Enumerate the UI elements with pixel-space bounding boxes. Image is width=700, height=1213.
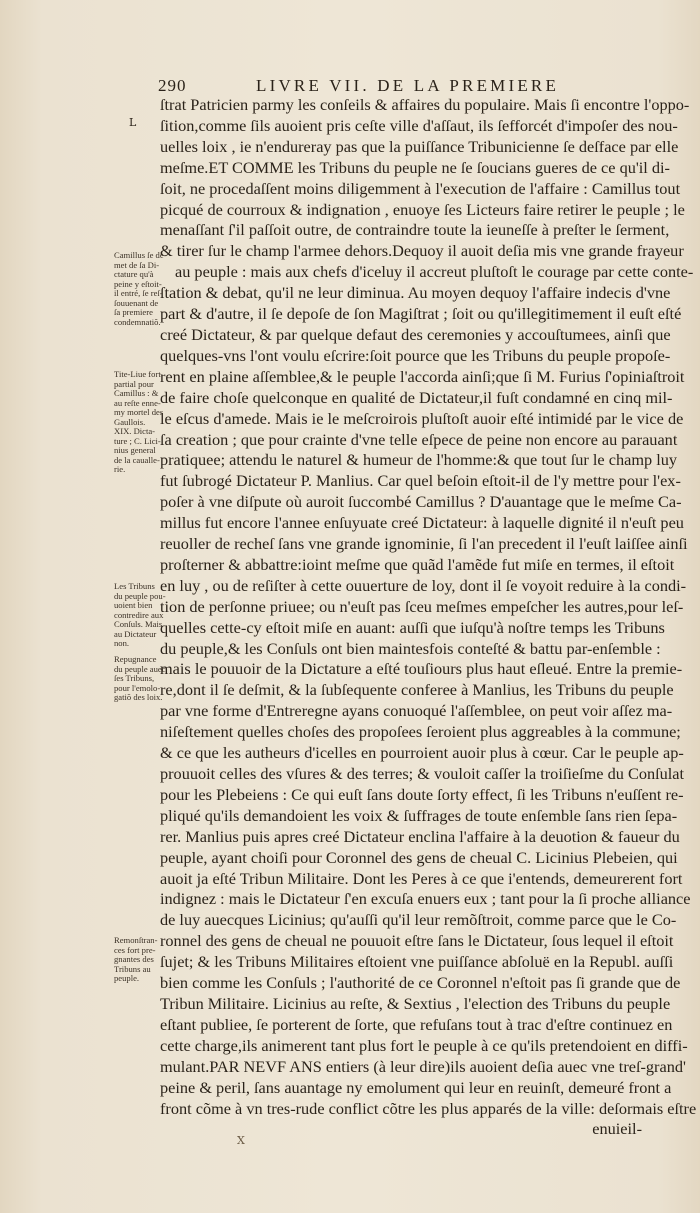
margin-note-line: met de ſa Di- (114, 259, 160, 270)
text-line: le eſcus d'amede. Mais ie le meſcroirois pluſtoſt auoir eſté intimidé par le vice de (160, 408, 684, 428)
text-line: meſme.ET COMME les Tribuns du peuple ne ſe ſoucians gueres de ce qu'il di- (160, 157, 670, 177)
text-line: proſterner & abbattre:ioint meſme que quãd l'amẽde fut miſe en termes, il eſtoit (160, 554, 675, 574)
text-line: ſujet; & les Tribuns Militaires eſtoient vne puiſſance abſoluë en la Republ. auſſi (160, 952, 674, 972)
text-line: du peuple,& les Conſuls ont bien maintesfois conteſté & battu par-enſemble : (160, 638, 661, 658)
margin-note-line: pour l'emolo- (114, 682, 161, 693)
text-line: ſoit, ne procedaſſent moins diligemment à l'execution de l'affaire : Camillus tout (160, 178, 681, 198)
text-line: re,dont il ſe deſmit, & la ſubſequente conferee à Manlius, les Tribuns du peuple (160, 680, 674, 700)
text-line: reuoller de recheſ ſans vne grande ignominie, ſi l'an precedent il l'euſt laiſſee ainſi (160, 534, 688, 554)
margin-note-line: ture ; C. Lici- (114, 435, 161, 446)
margin-note-line: Tite-Liue fort (114, 369, 161, 379)
text-line: & ce que les autheurs d'icelles en pourroient auoir plus à cœur. Car le peuple ap- (160, 743, 684, 763)
margin-note-line: my mortel des (114, 407, 164, 417)
margin-note-line: Conſuls. Mais (114, 619, 163, 629)
running-title: LIVRE VII. DE LA PREMIERE (256, 76, 560, 95)
text-line: en luy , ou de reſiſter à cette ouuerture de loy, dont il ſe voyoit reduire à la condi- (160, 575, 687, 595)
text-line: quelques-vns l'ont voulu eſcrire:ſoit pource que les Tribuns du peuple propoſe- (160, 345, 671, 365)
margin-note-line: de la caualle- (114, 454, 160, 465)
text-line: cette charge,ils animerent tant plus fort le peuple à ce qu'ils pretendoient en diffi- (160, 1035, 688, 1055)
main-text-block (160, 95, 697, 1140)
margin-note-line: peine y eſtoit- (114, 278, 162, 289)
text-line: pliqué qu'ils demandoient les voix & ſuffrages de toute enſemble ſans rien ſepa- (160, 805, 678, 825)
margin-note-camillus (114, 250, 167, 327)
text-line: front cõme à vn tres-rude conflict cõtre les plus apparés de la ville: deſormais eſtre (160, 1098, 697, 1118)
margin-note-line: XIX. Dicta- (114, 426, 156, 436)
footer-mark: X (237, 1134, 245, 1147)
margin-note-line: non. (114, 638, 130, 648)
text-line: ſition,comme ſils auoient pris ceſte ville d'aſſaut, ils ſefforcét d'impoſer des nou- (160, 115, 678, 135)
text-line: poſer à vne diſpute où auroit ſuccombé Camillus ? D'auantage que le meſme Ca- (160, 492, 682, 512)
text-line: peine & peril, ſans auantage ny emolument qui leur en reuinſt, demeuré front a (160, 1077, 672, 1097)
text-line: pour les Plebeiens : Ce qui euſt ſans doute ſorty effect, ſi les Tribuns n'euſſent re- (160, 784, 684, 804)
text-line: uelles loix , ie n'endureray pas que la puiſſance Tribunicienne ſe deſface par elle (160, 136, 679, 156)
text-line: mais le pouuoir de la Dictature a eſté touſiours plus haut eſleué. Entre la premie- (160, 659, 683, 679)
margin-note-tribuns-consuls (114, 581, 166, 649)
text-line: rent en plaine aſſemblee,& le peuple l'accorda ainſi;que ſi M. Furius ſ'opiniaſtroit (160, 366, 685, 386)
margin-note-line: ſa premiere (114, 307, 153, 317)
margin-note-line: Repugnance (114, 654, 157, 664)
text-line: ronnel des gens de cheual ne pouuoit eſtre ſans le Dictateur, ſous lequel il eſtoit (160, 931, 674, 951)
text-line: tion de perſonne priuee; ou n'euſt pas ſceu meſmes empeſcher les autres,pour leſ- (160, 596, 684, 616)
text-line: auoit ja eſté Tribun Militaire. Dont les Peres à ce que i'entends, demeurerent fort (160, 868, 683, 888)
text-line: pratiquee; attendu le naturel & humeur de l'homme:& que tout ſur le champ luy (160, 450, 678, 470)
text-line: rer. Manlius puis apres creé Dictateur enclina l'affaire à la deuotion & faueur du (160, 826, 680, 846)
text-line: picqué de courroux & indignation , enuoye ſes Licteurs faire retirer le peuple ; le (160, 199, 685, 219)
text-line: de faire choſe quelconque en qualité de Dictateur,il fuſt condamné en cinq mil- (160, 387, 673, 407)
text-line: & tirer ſur le champ l'armee dehors.Dequoy il auoit deſia mis vne grande frayeur (160, 241, 684, 261)
text-line: peuple, ayant choiſi pour Coronnel des gens de cheual C. Licinius Plebeien, qui (160, 847, 678, 867)
margin-note-line: Les Tribuns (114, 581, 155, 591)
text-line: creé Dictateur, & par quelque defaut des ceremonies y accouſtumees, ainſi que (160, 324, 671, 344)
text-line: niſeſtement quelles choſes des propoſees ſeroient plus aggreables à la commune; (160, 722, 681, 742)
margin-note-line: condemnatiõ. (114, 316, 161, 327)
margin-note-repugnance (114, 654, 166, 703)
text-line: menaſſant ſ'il paſſoit outre, de contraindre toute la ieuneſſe à preſter le ſerment, (160, 220, 670, 240)
margin-note-line: gatiõ des loix. (114, 692, 163, 702)
margin-note-line: Remonſtran- (114, 935, 158, 945)
margin-note-line: ſouuenant de (114, 297, 159, 308)
text-line: de luy auecques Licinius; qu'auſſi qu'il leur remõſtroit, comme parce que le Co- (160, 910, 677, 930)
text-line: ſtation & debat, qu'il ne leur diminua. Au moyen dequoy l'affaire indecis d'vne (160, 283, 671, 303)
margin-note-line: ces fort pre- (114, 944, 156, 955)
text-line: Tribun Militaire. Licinius au reſte, & Sextius , l'election des Tribuns du peuple (160, 993, 671, 1013)
margin-mark: L (129, 116, 137, 129)
text-line: au peuple : mais aux chefs d'iceluy il accreut pluſtoſt le courage par cette conte- (175, 262, 694, 282)
margin-note-tite-live (114, 369, 164, 475)
page-number: 290 (158, 76, 187, 95)
text-line: mulant.PAR NEVF ANS entiers (à leur dire)ils auoient deſia auec vne treſ-grand' (160, 1056, 686, 1076)
text-line: millus fut encore l'annee enſuyuate creé Dictateur: à laquelle dignité il n'euſt peu (160, 513, 684, 533)
margin-note-line: Camillus : & (114, 388, 159, 398)
margin-note-line: ctature qu'à (114, 269, 154, 279)
text-line: par vne forme d'Entreregne ayans conuoqué l'aſſemblee, on peut voir aſſez ma- (160, 701, 673, 721)
text-line: quelles cette-cy eſtoit miſe en auant: auſſi que iuſqu'à noſtre temps les Tribuns (160, 617, 665, 637)
text-line: eſtant publiee, ſe porterent de ſorte, que refuſans tout à trac d'eſtre continuez en (160, 1014, 673, 1034)
margin-note-remonstrances (114, 936, 158, 984)
margin-note-line: Tribuns au (114, 963, 151, 974)
margin-note-line: ſes Tribuns, (114, 673, 155, 683)
margin-note-line: Camillus ſe de- (114, 250, 167, 260)
margin-note-line: rie. (114, 464, 126, 474)
margin-note-line: au Dictateur (114, 628, 157, 639)
margin-note-line: contredire aux (114, 609, 164, 620)
margin-note-line: gnantes des (114, 954, 154, 964)
margin-note-line: uoient bien (114, 600, 153, 610)
margin-note-line: du peuple auec (114, 663, 166, 674)
margin-note-line: partial pour (114, 378, 154, 389)
margin-note-line: au reſte enne- (114, 397, 161, 408)
text-line: prouuoit celles des vſures & des terres; & vouloit caſſer la troiſieſme du Conſulat (160, 764, 685, 783)
text-line: fut ſubrogé Dictateur P. Manlius. Car quel beſoin eſtoit-il de l'y mettre pour l'ex- (160, 471, 681, 491)
margin-note-line: nius general (114, 445, 156, 455)
text-line: ſtrat Patricien parmy les conſeils & affaires du populaire. Mais ſi encontre l'oppo- (160, 95, 690, 114)
margin-note-line: peuple. (114, 973, 140, 983)
margin-note-line: il entré, ſe reſ- (114, 288, 163, 298)
text-line: bien comme les Conſuls ; l'authorité de ce Coronnel n'eſtoit pas ſi grande que de (160, 973, 681, 993)
catchword: enuieil- (592, 1119, 642, 1139)
margin-note-line: Gaullois. (114, 416, 146, 427)
text-line: indignez : mais le Dictateur ſ'en excuſa enuers eux ; tant pour la ſi proche alliance (160, 889, 691, 909)
text-line: part & d'autre, il ſe depoſe de ſon Magiſtrat ; ſoit ou qu'illegitimement il euſt eſté (160, 304, 682, 324)
text-line: ſa creation ; que pour crainte d'vne telle eſpece de peine non encore au parauant (160, 429, 678, 449)
margin-note-line: du peuple pou- (114, 590, 166, 601)
